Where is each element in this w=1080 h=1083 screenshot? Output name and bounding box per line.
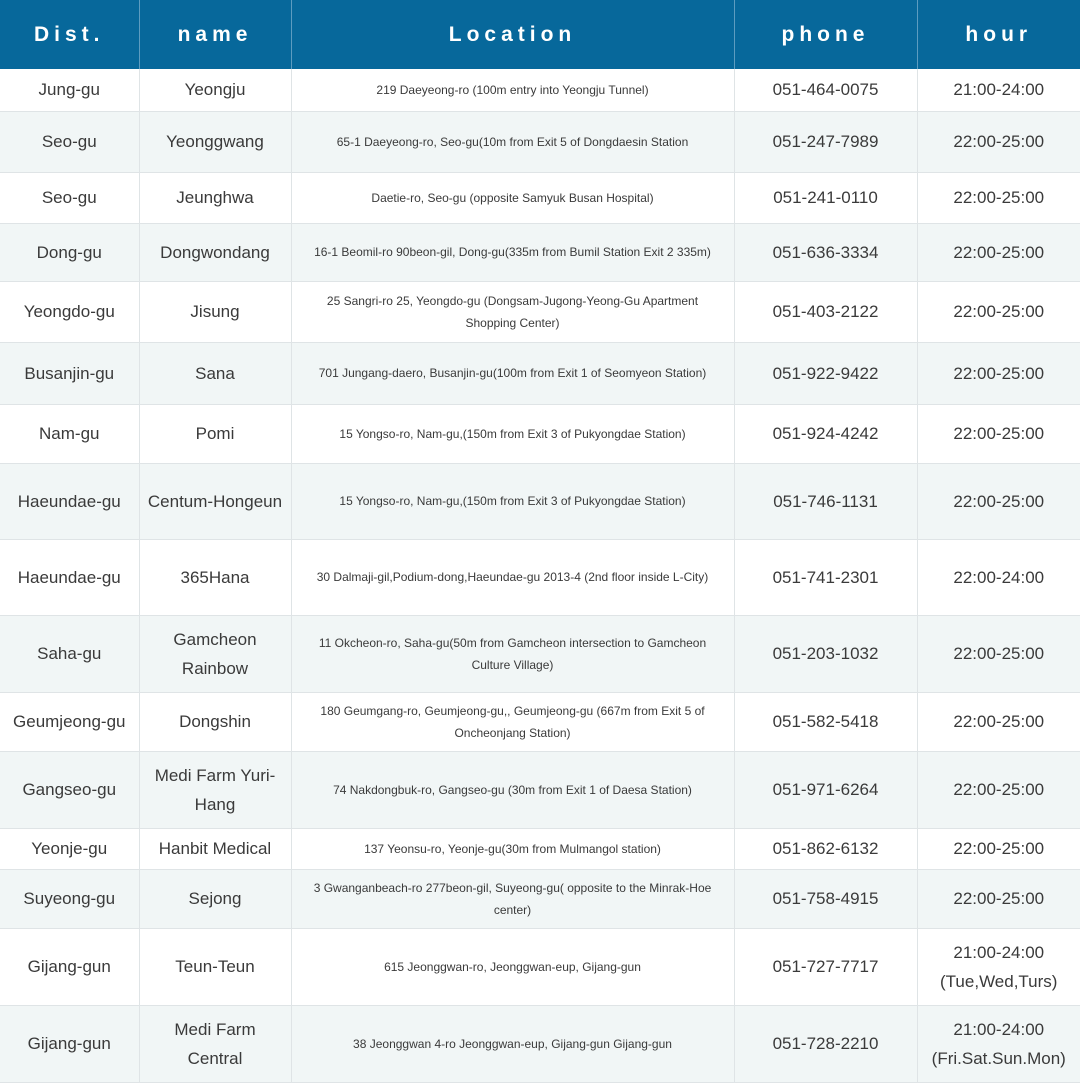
dist-cell: Nam-gu — [0, 404, 139, 463]
name-cell: Dongshin — [139, 692, 291, 751]
hour-cell: 22:00-25:00 — [917, 281, 1080, 342]
location-cell: 3 Gwanganbeach-ro 277beon-gil, Suyeong-gu( opposite to the Minrak-Hoe center) — [291, 869, 734, 928]
dist-cell: Jung-gu — [0, 69, 139, 111]
phone-cell: 051-636-3334 — [734, 223, 917, 281]
name-cell: Medi Farm Central — [139, 1005, 291, 1082]
table-header — [0, 0, 1080, 69]
table-row — [0, 1005, 1080, 1082]
table-row — [0, 281, 1080, 342]
location-cell: 15 Yongso-ro, Nam-gu,(150m from Exit 3 of Pukyongdae Station) — [291, 404, 734, 463]
phone-cell: 051-403-2122 — [734, 281, 917, 342]
dist-cell: Saha-gu — [0, 615, 139, 692]
phone-cell: 051-862-6132 — [734, 828, 917, 869]
hour-cell: 22:00-25:00 — [917, 463, 1080, 539]
name-cell: Medi Farm Yuri-Hang — [139, 751, 291, 828]
dist-cell: Suyeong-gu — [0, 869, 139, 928]
phone-cell: 051-741-2301 — [734, 539, 917, 615]
hour-cell: 22:00-25:00 — [917, 172, 1080, 223]
phone-cell: 051-971-6264 — [734, 751, 917, 828]
hour-cell: 22:00-25:00 — [917, 692, 1080, 751]
header-phone: phone — [734, 0, 917, 69]
location-cell: 219 Daeyeong-ro (100m entry into Yeongju Tunnel) — [291, 69, 734, 111]
location-cell: 11 Okcheon-ro, Saha-gu(50m from Gamcheon intersection to Gamcheon Culture Village) — [291, 615, 734, 692]
hour-cell: 22:00-25:00 — [917, 404, 1080, 463]
table-row — [0, 404, 1080, 463]
hour-cell: 21:00-24:00 (Tue,Wed,Turs) — [917, 928, 1080, 1005]
dist-cell: Yeongdo-gu — [0, 281, 139, 342]
phone-cell: 051-727-7717 — [734, 928, 917, 1005]
location-cell: 16-1 Beomil-ro 90beon-gil, Dong-gu(335m from Bumil Station Exit 2 335m) — [291, 223, 734, 281]
hour-cell: 22:00-25:00 — [917, 869, 1080, 928]
location-cell: 180 Geumgang-ro, Geumjeong-gu,, Geumjeong-gu (667m from Exit 5 of Oncheonjang Station) — [291, 692, 734, 751]
phone-cell: 051-203-1032 — [734, 615, 917, 692]
dist-cell: Haeundae-gu — [0, 539, 139, 615]
dist-cell: Haeundae-gu — [0, 463, 139, 539]
name-cell: Teun-Teun — [139, 928, 291, 1005]
location-cell: 25 Sangri-ro 25, Yeongdo-gu (Dongsam-Jugong-Yeong-Gu Apartment Shopping Center) — [291, 281, 734, 342]
dist-cell: Gangseo-gu — [0, 751, 139, 828]
header-hour: hour — [917, 0, 1080, 69]
name-cell: Dongwondang — [139, 223, 291, 281]
location-cell: 701 Jungang-daero, Busanjin-gu(100m from Exit 1 of Seomyeon Station) — [291, 342, 734, 404]
name-cell: Sejong — [139, 869, 291, 928]
name-cell: Centum-Hongeun — [139, 463, 291, 539]
dist-cell: Busanjin-gu — [0, 342, 139, 404]
name-cell: Hanbit Medical — [139, 828, 291, 869]
table-row — [0, 342, 1080, 404]
name-cell: 365Hana — [139, 539, 291, 615]
phone-cell: 051-924-4242 — [734, 404, 917, 463]
location-cell: 30 Dalmaji-gil,Podium-dong,Haeundae-gu 2013-4 (2nd floor inside L-City) — [291, 539, 734, 615]
table-row — [0, 111, 1080, 172]
location-cell: 615 Jeonggwan-ro, Jeonggwan-eup, Gijang-gun — [291, 928, 734, 1005]
dist-cell: Dong-gu — [0, 223, 139, 281]
table-row — [0, 223, 1080, 281]
name-cell: Yeonggwang — [139, 111, 291, 172]
phone-cell: 051-746-1131 — [734, 463, 917, 539]
table-row — [0, 172, 1080, 223]
phone-cell: 051-464-0075 — [734, 69, 917, 111]
name-cell: Pomi — [139, 404, 291, 463]
location-cell: 137 Yeonsu-ro, Yeonje-gu(30m from Mulmangol station) — [291, 828, 734, 869]
table-row — [0, 828, 1080, 869]
header-dist: Dist. — [0, 0, 139, 69]
name-cell: Gamcheon Rainbow — [139, 615, 291, 692]
hour-cell: 21:00-24:00 (Fri.Sat.Sun.Mon) — [917, 1005, 1080, 1082]
dist-cell: Seo-gu — [0, 172, 139, 223]
table-row — [0, 928, 1080, 1005]
table-row — [0, 615, 1080, 692]
hour-cell: 22:00-25:00 — [917, 751, 1080, 828]
header-name: name — [139, 0, 291, 69]
hour-cell: 21:00-24:00 — [917, 69, 1080, 111]
table-row — [0, 539, 1080, 615]
name-cell: Yeongju — [139, 69, 291, 111]
dist-cell: Yeonje-gu — [0, 828, 139, 869]
location-cell: 74 Nakdongbuk-ro, Gangseo-gu (30m from Exit 1 of Daesa Station) — [291, 751, 734, 828]
dist-cell: Geumjeong-gu — [0, 692, 139, 751]
hour-cell: 22:00-24:00 — [917, 539, 1080, 615]
dist-cell: Seo-gu — [0, 111, 139, 172]
location-cell: 38 Jeonggwan 4-ro Jeonggwan-eup, Gijang-gun Gijang-gun — [291, 1005, 734, 1082]
table-row — [0, 463, 1080, 539]
hour-cell: 22:00-25:00 — [917, 111, 1080, 172]
hour-cell: 22:00-25:00 — [917, 615, 1080, 692]
name-cell: Sana — [139, 342, 291, 404]
header-location: Location — [291, 0, 734, 69]
name-cell: Jisung — [139, 281, 291, 342]
table-row — [0, 751, 1080, 828]
table-row — [0, 692, 1080, 751]
location-cell: 65-1 Daeyeong-ro, Seo-gu(10m from Exit 5 of Dongdaesin Station — [291, 111, 734, 172]
hour-cell: 22:00-25:00 — [917, 828, 1080, 869]
header-row — [0, 0, 1080, 69]
phone-cell: 051-728-2210 — [734, 1005, 917, 1082]
phone-cell: 051-922-9422 — [734, 342, 917, 404]
location-cell: Daetie-ro, Seo-gu (opposite Samyuk Busan Hospital) — [291, 172, 734, 223]
phone-cell: 051-582-5418 — [734, 692, 917, 751]
table-row — [0, 69, 1080, 111]
phone-cell: 051-241-0110 — [734, 172, 917, 223]
phone-cell: 051-247-7989 — [734, 111, 917, 172]
name-cell: Jeunghwa — [139, 172, 291, 223]
location-cell: 15 Yongso-ro, Nam-gu,(150m from Exit 3 of Pukyongdae Station) — [291, 463, 734, 539]
dist-cell: Gijang-gun — [0, 1005, 139, 1082]
table-row — [0, 869, 1080, 928]
table-body — [0, 69, 1080, 1082]
dist-cell: Gijang-gun — [0, 928, 139, 1005]
hour-cell: 22:00-25:00 — [917, 223, 1080, 281]
hour-cell: 22:00-25:00 — [917, 342, 1080, 404]
phone-cell: 051-758-4915 — [734, 869, 917, 928]
